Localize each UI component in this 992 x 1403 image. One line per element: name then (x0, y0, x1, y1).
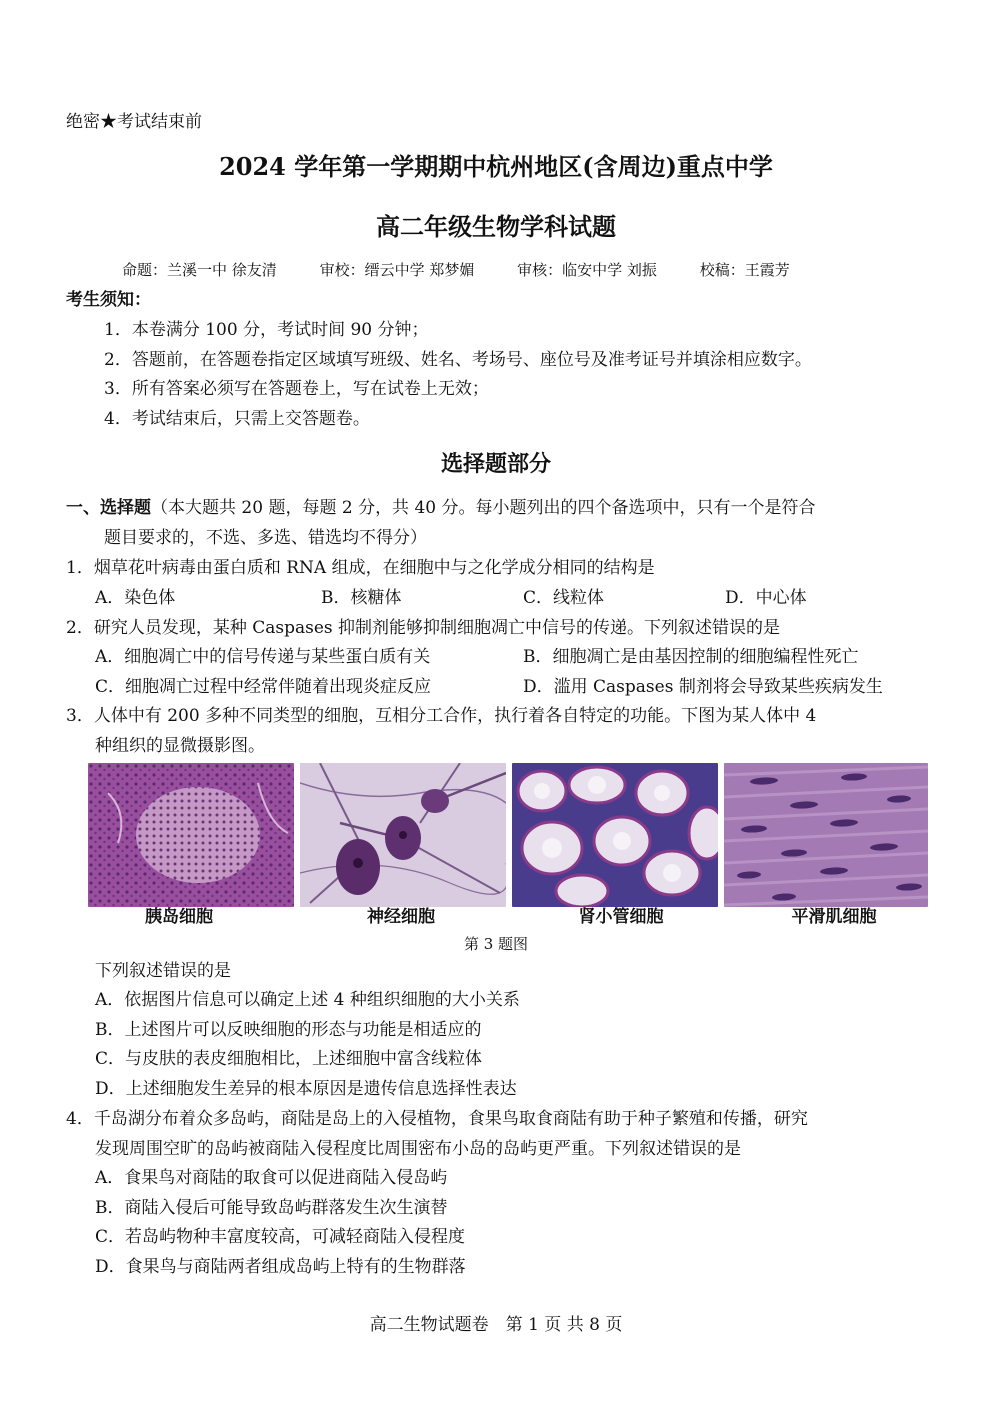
q4-option-a: A．食果鸟对商陆的取食可以促进商陆入侵岛屿 (95, 1168, 448, 1188)
part1-desc-cont: 题目要求的，不选、多选、错选均不得分） (104, 528, 427, 548)
exam-subtitle: 高二年级生物学科试题 (376, 212, 616, 241)
author-proofreader: 校稿：王霞芳 (699, 261, 790, 279)
q3-figure (88, 763, 928, 907)
q4-option-d: D．食果鸟与商陆两者组成岛屿上特有的生物群落 (95, 1257, 466, 1277)
caption-nerve: 神经细胞 (367, 907, 435, 927)
q3-stem: 3．人体中有 200 多种不同类型的细胞，互相分工合作，执行着各自特定的功能。下图为某人体中 4 (66, 706, 817, 726)
q4-option-b: B．商陆入侵后可能导致岛屿群落发生次生演替 (95, 1198, 448, 1218)
author-reviewer: 审校：缙云中学 郑梦媚 (319, 261, 475, 279)
q3-option-d: D．上述细胞发生差异的根本原因是遗传信息选择性表达 (95, 1079, 517, 1099)
q4-stem: 4．千岛湖分布着众多岛屿，商陆是岛上的入侵植物，食果鸟取食商陆有助于种子繁殖和传播，研究 (66, 1109, 808, 1129)
q1-option-c: C．线粒体 (523, 588, 605, 608)
q2-option-d: D．滥用 Caspases 制剂将会导致某些疾病发生 (523, 677, 883, 697)
q1-option-d: D．中心体 (725, 588, 807, 608)
author-checker: 审核：临安中学 刘振 (517, 261, 657, 279)
caption-islet: 胰岛细胞 (145, 907, 213, 927)
islet-cell-micrograph (88, 763, 294, 907)
author-proposer: 命题：兰溪一中 徐友清 (122, 261, 277, 279)
smooth-muscle-micrograph (724, 763, 928, 907)
q3-prompt: 下列叙述错误的是 (95, 961, 231, 981)
figure-caption: 第 3 题图 (463, 935, 529, 953)
notice-item: 4．考试结束后，只需上交答题卷。 (104, 409, 370, 429)
caption-kidney: 肾小管细胞 (578, 907, 664, 927)
q1-option-a: A．染色体 (95, 588, 176, 608)
q1-option-b: B．核糖体 (321, 588, 402, 608)
part1-label: 一、选择题 (66, 498, 151, 518)
part1-desc: （本大题共 20 题，每题 2 分，共 40 分。每小题列出的四个备选项中，只有一个是符合 (151, 498, 816, 518)
author-line (122, 263, 828, 278)
exam-title: 2024 学年第一学期期中杭州地区(含周边)重点中学 (219, 152, 773, 181)
q2-option-b: B．细胞凋亡是由基因控制的细胞编程性死亡 (523, 647, 859, 667)
q3-option-b: B．上述图片可以反映细胞的形态与功能是相适应的 (95, 1020, 482, 1040)
notice-item: 3．所有答案必须写在答题卷上，写在试卷上无效； (104, 379, 489, 399)
notice-item: 1．本卷满分 100 分，考试时间 90 分钟； (104, 320, 429, 340)
page-footer: 高二生物试题卷 第 1 页 共 8 页 (369, 1315, 623, 1335)
q4-stem-cont: 发现周围空旷的岛屿被商陆入侵程度比周围密布小岛的岛屿更严重。下列叙述错误的是 (95, 1139, 741, 1159)
caption-smooth-muscle: 平滑肌细胞 (791, 907, 877, 927)
confidential-label: 绝密★考试结束前 (66, 112, 202, 132)
section-title: 选择题部分 (440, 451, 551, 477)
q3-option-c: C．与皮肤的表皮细胞相比，上述细胞中富含线粒体 (95, 1049, 483, 1069)
notice-heading: 考生须知： (66, 290, 151, 310)
q2-stem: 2．研究人员发现，某种 Caspases 抑制剂能够抑制细胞凋亡中信号的传递。下列叙述错误的是 (66, 618, 781, 638)
kidney-tubule-micrograph (512, 763, 718, 907)
notice-item: 2．答题前，在答题卷指定区域填写班级、姓名、考场号、座位号及准考证号并填涂相应数字。 (104, 350, 812, 370)
q3-stem-cont: 种组织的显微摄影图。 (95, 736, 265, 756)
q2-option-c: C．细胞凋亡过程中经常伴随着出现炎症反应 (95, 677, 432, 697)
q3-option-a: A．依据图片信息可以确定上述 4 种组织细胞的大小关系 (95, 990, 520, 1010)
q1-stem: 1．烟草花叶病毒由蛋白质和 RNA 组成，在细胞中与之化学成分相同的结构是 (66, 558, 655, 578)
q4-option-c: C．若岛屿物种丰富度较高，可减轻商陆入侵程度 (95, 1227, 466, 1247)
part1-heading (66, 500, 816, 517)
q2-option-a: A．细胞凋亡中的信号传递与某些蛋白质有关 (95, 647, 431, 667)
nerve-cell-micrograph (300, 763, 506, 907)
